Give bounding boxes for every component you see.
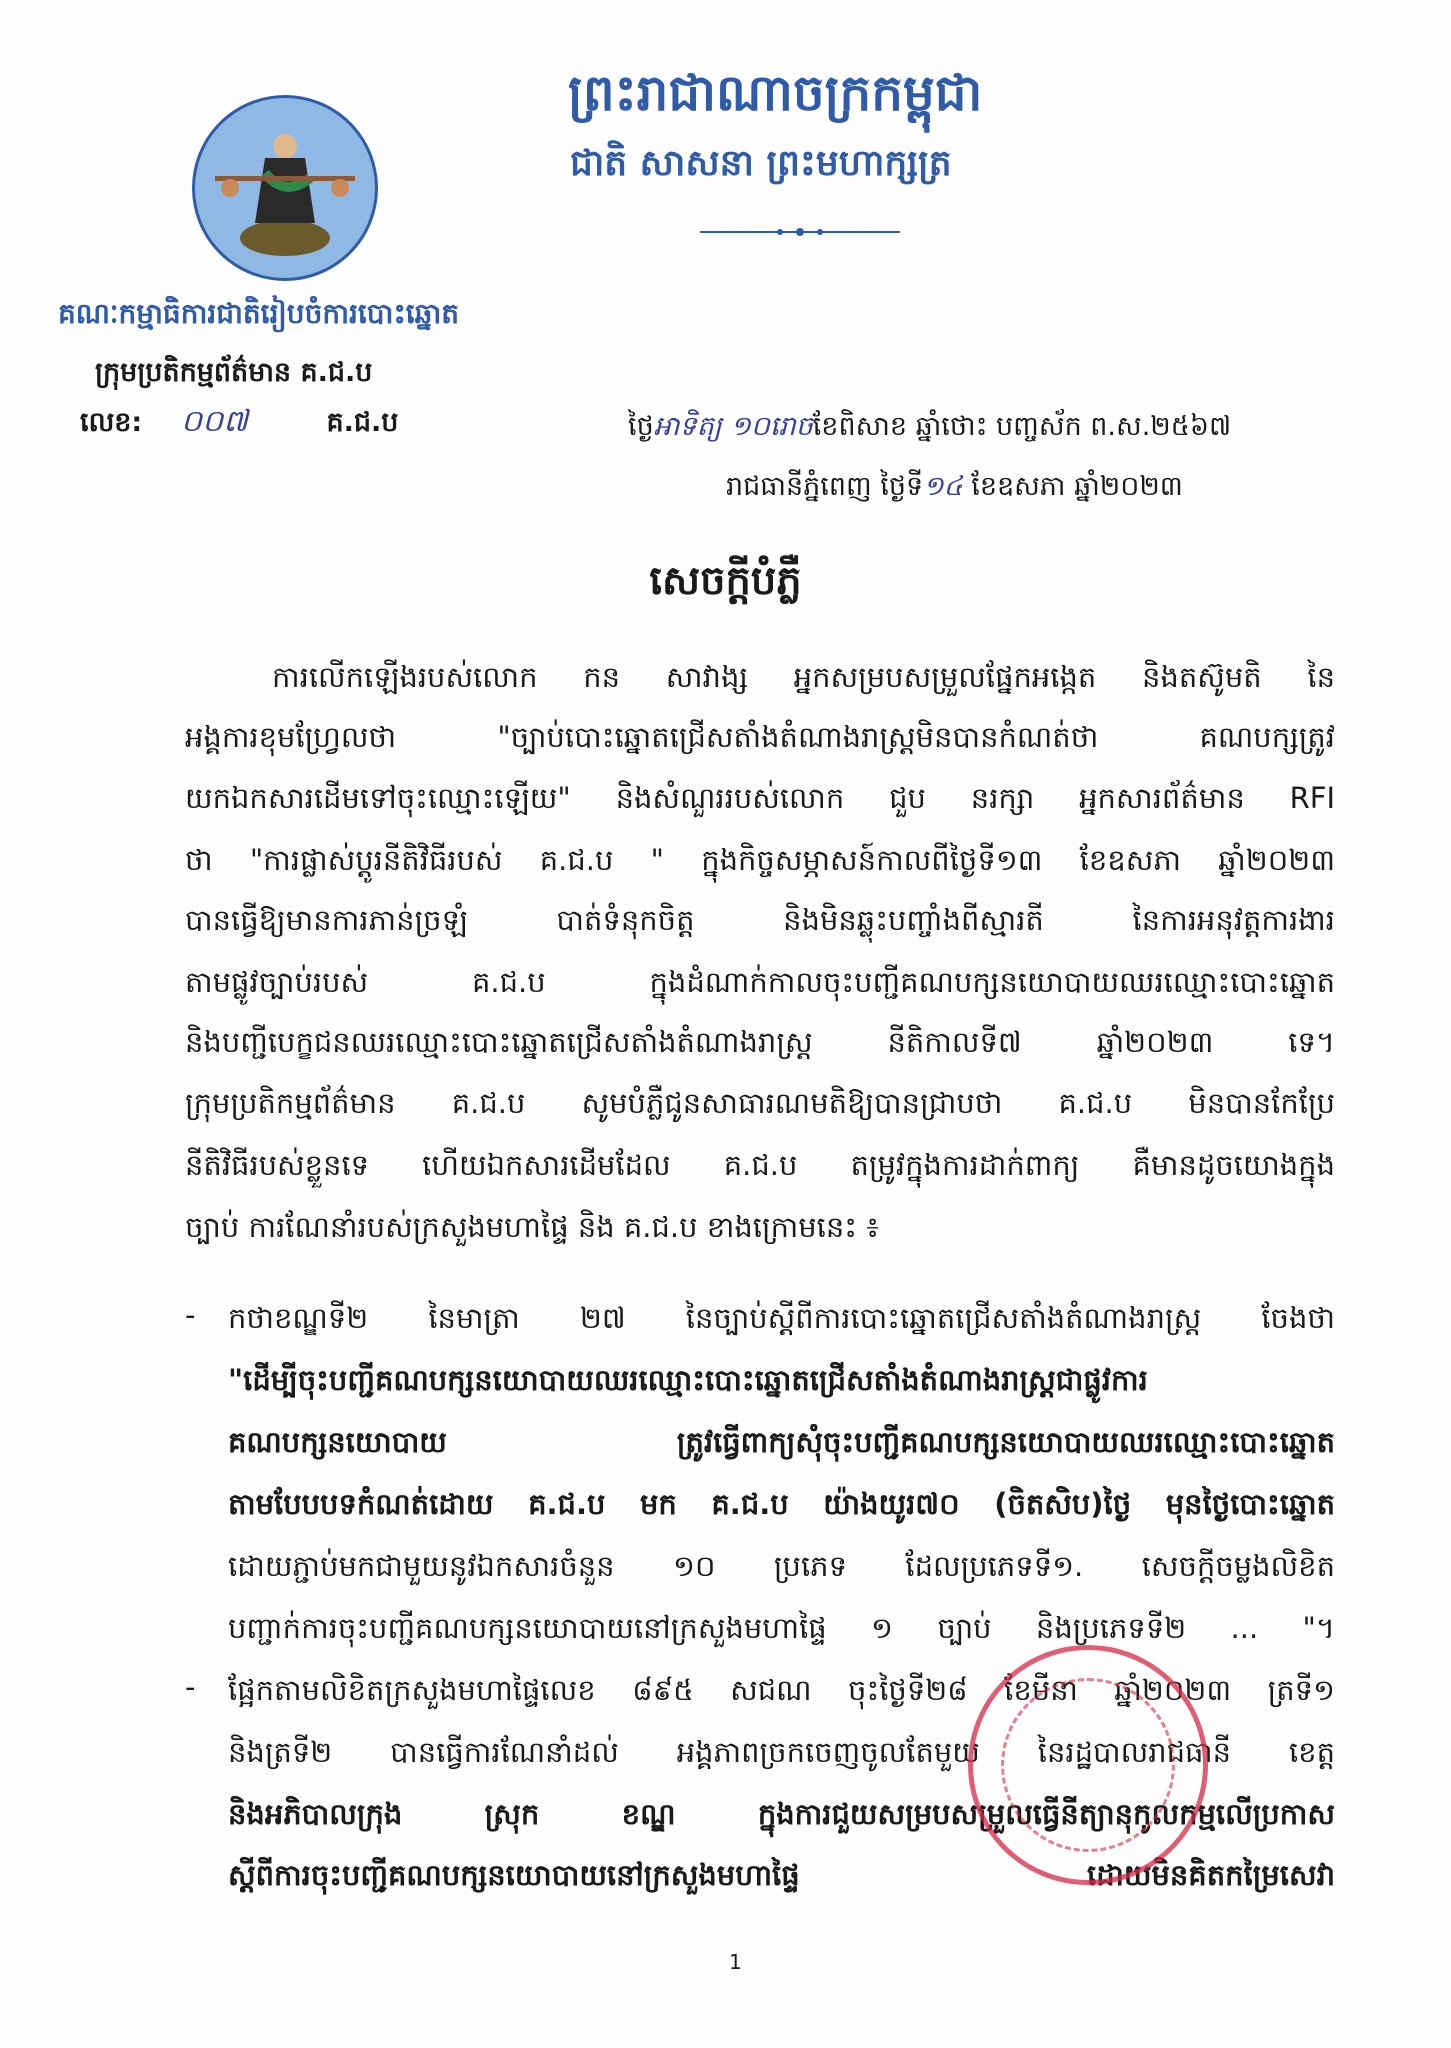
bullet-line: "ដើម្បីចុះបញ្ជីគណបក្សនយោបាយឈរឈ្មោះបោះឆ្នោតជ្រើសតាំងតំណាងរាស្ត្រជាផ្លូវការ bbox=[228, 1363, 1148, 1397]
bullet-line: តាមបែបបទកំណត់ដោយ គ.ជ.ប មក គ.ជ.ប យ៉ាងយូរ៧០ (ចិតសិប)ថ្ងៃ មុនថ្ងៃបោះឆ្នោត bbox=[228, 1487, 1335, 1521]
solar-date-prefix: រាជធានីភ្នំពេញ ថ្ងៃទី bbox=[726, 471, 924, 502]
solar-date-handwritten: ១៤ bbox=[923, 471, 963, 502]
lunar-date-handwritten: អាទិត្យ ១០រោច bbox=[653, 411, 813, 442]
bullet-line: កថាខណ្ឌទី២ នៃមាត្រា ២៧ នៃច្បាប់ស្តីពីការបោះឆ្នោតជ្រើសតាំងតំណាងរាស្ត្រ ចែងថា bbox=[228, 1301, 1335, 1335]
paragraph-line: និងបញ្ជីបេក្ខជនឈរឈ្មោះបោះឆ្នោតជ្រើសតាំងតំណាងរាស្ត្រ នីតិកាលទី៧ ឆ្នាំ២០២៣ ទេ។ bbox=[185, 1025, 1335, 1059]
paragraph-line: ក្រុមប្រតិកម្មព័ត៌មាន គ.ជ.ប សូមបំភ្លឺជូនសាធារណមតិឱ្យបានជ្រាបថា គ.ជ.ប មិនបានកែប្រែ bbox=[185, 1086, 1335, 1120]
ornament-icon bbox=[700, 227, 900, 237]
lunar-date-rest: ខែពិសាខ ឆ្នាំថោះ បញ្ចស័ក ព.ស.២៥៦៧ bbox=[812, 411, 1232, 442]
bullet-line: ដោយភ្ជាប់មកជាមួយនូវឯកសារចំនួន ១០ ប្រភេទ ដែលប្រភេទទី១. សេចក្តីចម្លងលិខិត bbox=[228, 1549, 1335, 1583]
ornament-divider bbox=[700, 222, 900, 226]
lunar-date-prefix: ថ្ងៃ bbox=[628, 411, 654, 442]
number-suffix: គ.ជ.ប bbox=[326, 407, 399, 438]
bullet-line: និងអភិបាលក្រុង ស្រុក ខណ្ឌ ក្នុងការជួយសម្របសម្រួលធ្វើនីត្យានុកូលកម្មលើប្រកាស bbox=[228, 1797, 1335, 1831]
paragraph-line: ការលើកឡើងរបស់លោក កន សាវាង្ស អ្នកសម្របសម្រួលផ្នែកអង្កេត និងតស៊ូមតិ នៃ bbox=[272, 660, 1335, 694]
national-motto: ជាតិ សាសនា ព្រះមហាក្សត្រ bbox=[570, 143, 952, 184]
bullet-line: និងត្រទី២ បានធ្វើការណែនាំដល់ អង្គភាពច្រកចេញចូលតែមួយ នៃរដ្ឋបាលរាជធានី ខេត្ត bbox=[228, 1735, 1335, 1769]
solar-date-rest: ខែឧសភា ឆ្នាំ២០២៣ bbox=[962, 471, 1183, 502]
official-stamp bbox=[968, 1645, 1208, 1885]
paragraph-line: ថា "ការផ្លាស់ប្តូរនីតិវិធីរបស់ គ.ជ.ប " ក្នុងកិច្ចសម្ភាសន៍កាលពីថ្ងៃទី១៣ ខែឧសភា ឆ្នាំ២០២៣ bbox=[185, 843, 1335, 877]
solar-date bbox=[726, 470, 1183, 509]
nec-logo bbox=[192, 95, 378, 281]
bullet-line: គណបក្សនយោបាយ ត្រូវធ្វើពាក្យសុំចុះបញ្ជីគណបក្សនយោបាយឈរឈ្មោះបោះឆ្នោត bbox=[228, 1425, 1335, 1459]
organization-name: គណៈកម្មាធិការជាតិរៀបចំការបោះឆ្នោត bbox=[58, 297, 460, 330]
document-title: សេចក្តីបំភ្លឺ bbox=[649, 558, 802, 604]
bullet-dash: - bbox=[185, 1298, 196, 1332]
paragraph-line: បានធ្វើឱ្យមានការភាន់ច្រឡំ បាត់ទំនុកចិត្ត និងមិនឆ្លុះបញ្ចាំងពីស្មារតី នៃការអនុវត្តការងារ bbox=[185, 903, 1335, 937]
bullet-line: ស្តីពីការចុះបញ្ជីគណបក្សនយោបាយនៅក្រសួងមហាផ្ទៃ ដោយមិនគិតកម្រៃសេវា bbox=[228, 1858, 1335, 1892]
paragraph-line: អង្គការខុមហ្វ្រែលថា "ច្បាប់បោះឆ្នោតជ្រើសតាំងតំណាងរាស្ត្រមិនបានកំណត់ថា គណបក្សត្រូវ bbox=[185, 720, 1335, 754]
bullet-dash: - bbox=[185, 1670, 196, 1704]
lunar-date bbox=[628, 410, 1231, 449]
unit-name: ក្រុមប្រតិកម្មព័ត៌មាន គ.ជ.ប bbox=[95, 357, 373, 388]
number-value: ០០៧ bbox=[180, 404, 248, 439]
kingdom-heading: ព្រះរាជាណាចក្រកម្ពុជា bbox=[568, 64, 983, 122]
bullet-line: បញ្ជាក់ការចុះបញ្ជីគណបក្សនយោបាយនៅក្រសួងមហាផ្ទៃ ១ ច្បាប់ និងប្រភេទទី២ ... "។ bbox=[228, 1611, 1335, 1645]
reference-number bbox=[80, 402, 398, 446]
paragraph-line: យកឯកសារដើមទៅចុះឈ្មោះឡើយ" និងសំណួររបស់លោក ជួប នរក្សា អ្នកសារព័ត៌មាន RFI bbox=[185, 781, 1335, 815]
nec-emblem-icon bbox=[195, 98, 375, 278]
bullet-line: ផ្អែកតាមលិខិតក្រសួងមហាផ្ទៃលេខ ៨៩៥ សជណ ចុះថ្ងៃទី២៨ ខែមីនា ឆ្នាំ២០២៣ ត្រទី១ bbox=[228, 1673, 1335, 1707]
paragraph-line: នីតិវិធីរបស់ខ្លួនទេ ហើយឯកសារដើមដែល គ.ជ.ប តម្រូវក្នុងការដាក់ពាក្យ គឺមានដូចយោងក្នុង bbox=[185, 1148, 1335, 1182]
number-label: លេខ: bbox=[80, 407, 143, 438]
paragraph-line: តាមផ្លូវច្បាប់របស់ គ.ជ.ប ក្នុងដំណាក់កាលចុះបញ្ជីគណបក្សនយោបាយឈរឈ្មោះបោះឆ្នោត bbox=[185, 965, 1335, 999]
page-number: 1 bbox=[729, 1950, 742, 1974]
paragraph-line: ច្បាប់ ការណែនាំរបស់ក្រសួងមហាផ្ទៃ និង គ.ជ.ប ខាងក្រោមនេះ ៖ bbox=[185, 1210, 879, 1244]
